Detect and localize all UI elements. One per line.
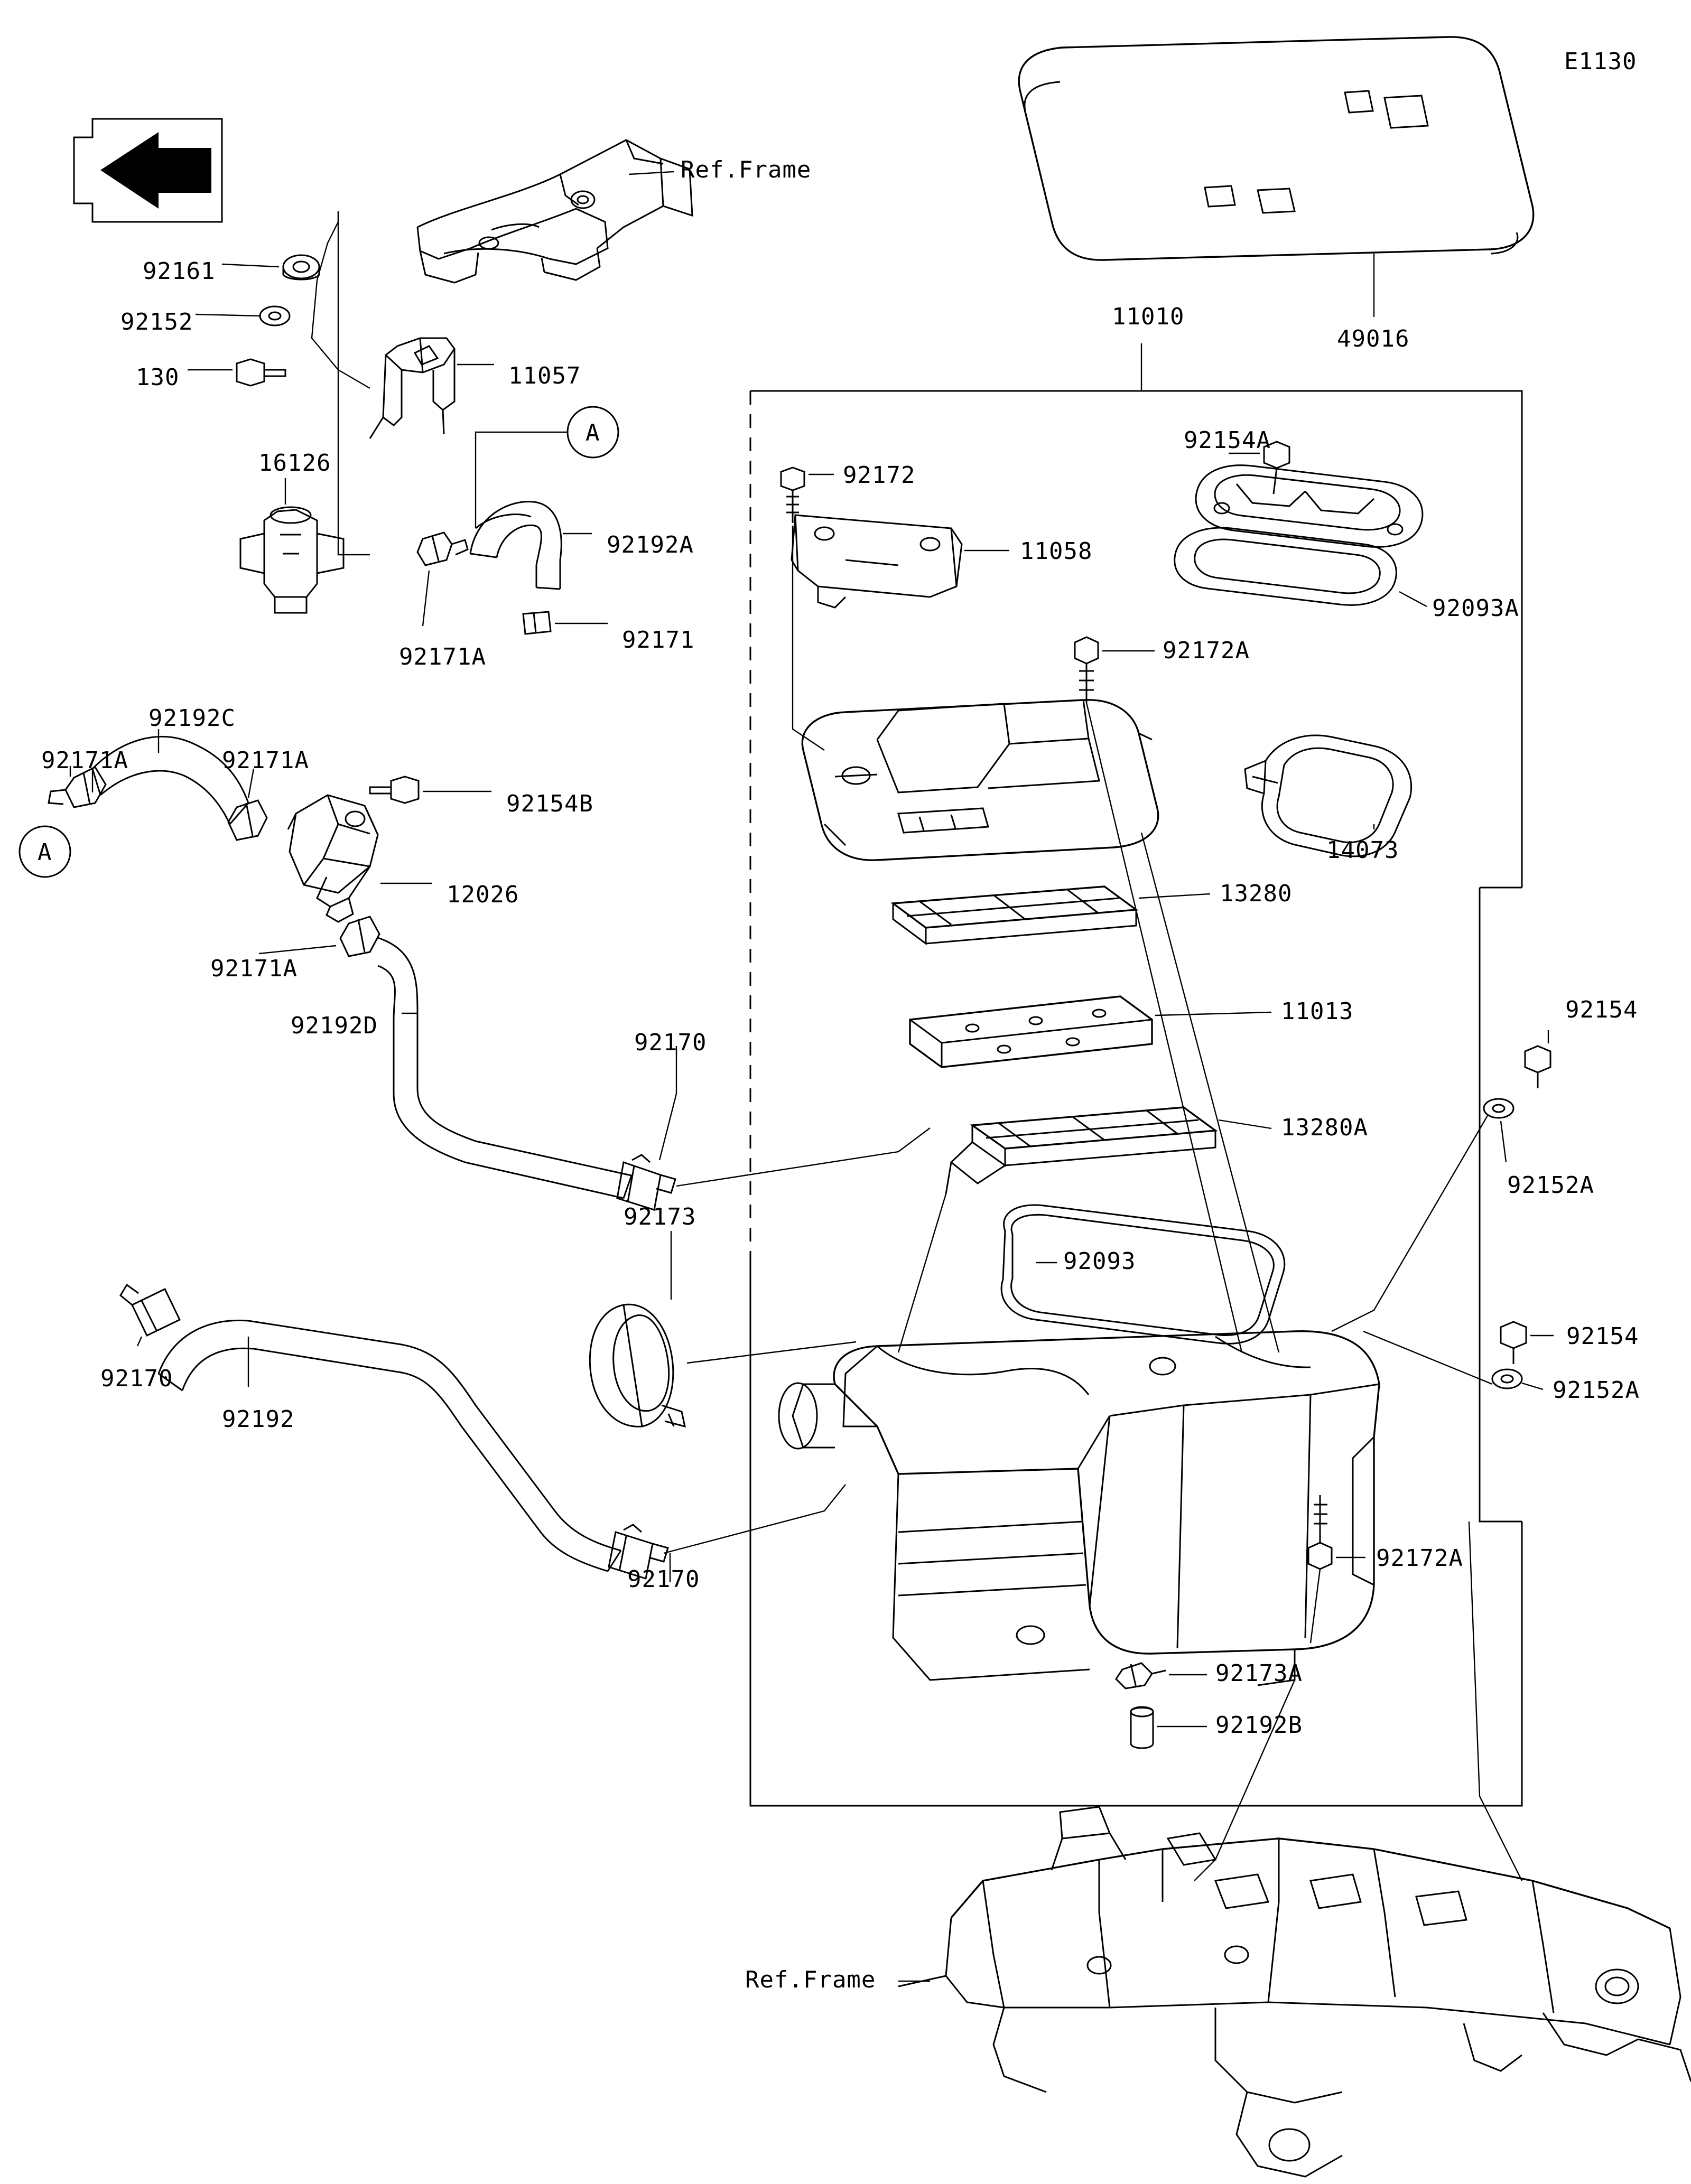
part-92192A-hose bbox=[470, 502, 561, 589]
leader-13280A bbox=[1219, 1120, 1271, 1128]
part-92172A-screw-1 bbox=[1075, 637, 1098, 703]
leader-92152A-1b bbox=[1332, 1115, 1488, 1331]
part-92152A-washer-2 bbox=[1492, 1369, 1522, 1388]
part-label-92152A-1: 92152A bbox=[1507, 1172, 1594, 1199]
part-label-49016: 49016 bbox=[1337, 325, 1410, 352]
part-label-16126: 16126 bbox=[258, 450, 331, 477]
part-92171-clamp bbox=[523, 612, 551, 634]
part-label-11058: 11058 bbox=[1020, 538, 1093, 565]
part-label-92170-2: 92170 bbox=[100, 1365, 173, 1392]
part-92172-screw bbox=[781, 468, 804, 523]
leader-92170-1b bbox=[676, 1128, 930, 1186]
part-92173-ring bbox=[590, 1304, 685, 1426]
leader-92171A-1 bbox=[423, 571, 429, 626]
leader-92170-2 bbox=[137, 1337, 142, 1346]
part-label-92171A-2: 92171A bbox=[41, 747, 128, 774]
part-11013-filter bbox=[910, 996, 1152, 1067]
leader-92152A-2b bbox=[1363, 1331, 1492, 1384]
part-label-92154B: 92154B bbox=[506, 790, 593, 817]
part-label-92192C: 92192C bbox=[148, 705, 236, 732]
diagram-code: E1130 bbox=[1564, 48, 1637, 75]
leader-long-3 bbox=[1311, 1569, 1320, 1643]
part-16126-valve bbox=[240, 507, 343, 613]
front-arrow-icon bbox=[74, 119, 222, 222]
part-label-12026: 12026 bbox=[447, 881, 519, 908]
part-label-92171A-3: 92171A bbox=[222, 747, 309, 774]
part-label-92173: 92173 bbox=[624, 1203, 696, 1230]
part-label-92154-1: 92154 bbox=[1565, 996, 1638, 1023]
leader-long-4 bbox=[898, 1194, 946, 1352]
part-12026-valve bbox=[288, 795, 378, 922]
leader-92093A bbox=[1399, 592, 1427, 606]
part-92154B-bolt bbox=[370, 777, 419, 803]
part-label-13280A: 13280A bbox=[1281, 1114, 1368, 1141]
ref-frame-bottom-part bbox=[898, 1807, 1691, 2177]
part-92172A-screw-2 bbox=[1308, 1495, 1332, 1569]
part-label-92192A: 92192A bbox=[607, 531, 694, 558]
part-label-11010: 11010 bbox=[1112, 303, 1185, 330]
leader-long-6 bbox=[1469, 1522, 1522, 1881]
part-92093-seal bbox=[1001, 1205, 1285, 1343]
leader-11013 bbox=[1155, 1012, 1271, 1015]
leader-hardware-stack bbox=[312, 211, 370, 388]
part-label-92171A-4: 92171A bbox=[210, 955, 298, 982]
part-11010-lower-body bbox=[779, 1331, 1379, 1685]
part-92152-washer bbox=[260, 306, 290, 325]
part-label-92154-2: 92154 bbox=[1566, 1323, 1639, 1350]
part-130-bolt bbox=[237, 359, 285, 386]
part-92170-clamp-1 bbox=[617, 1155, 675, 1210]
leader-long-2 bbox=[1141, 833, 1279, 1352]
part-label-92152: 92152 bbox=[120, 309, 193, 335]
leader-ref-frame-top bbox=[629, 172, 674, 174]
part-92171A-clamp-4 bbox=[340, 917, 379, 956]
part-label-92171A-1: 92171A bbox=[399, 643, 486, 670]
part-label-92161: 92161 bbox=[143, 258, 216, 285]
leader-16126-vert bbox=[338, 211, 370, 555]
leader-92152A-2 bbox=[1522, 1383, 1543, 1389]
part-11058-bracket bbox=[792, 515, 962, 608]
part-92192-hose bbox=[159, 1320, 621, 1571]
part-11010-top-cover bbox=[1196, 465, 1423, 547]
leader-92171A-4 bbox=[259, 946, 336, 954]
part-49016-cover bbox=[1019, 37, 1533, 260]
part-92170-clamp-2 bbox=[120, 1285, 180, 1336]
leader-13280 bbox=[1139, 894, 1210, 898]
part-label-13280: 13280 bbox=[1220, 880, 1293, 907]
part-label-92172A-2: 92172A bbox=[1376, 1545, 1463, 1572]
part-label-11057: 11057 bbox=[508, 362, 581, 389]
part-label-92093A: 92093A bbox=[1432, 595, 1519, 622]
part-92093A-gasket bbox=[1175, 528, 1397, 605]
callout-a-left-label: A bbox=[38, 839, 52, 866]
part-13280A-mesh bbox=[946, 1107, 1215, 1194]
part-label-92192: 92192 bbox=[222, 1406, 295, 1433]
part-92154-bolt-1 bbox=[1525, 1046, 1550, 1088]
ref-frame-top-part bbox=[417, 140, 692, 283]
part-13280-mesh bbox=[893, 886, 1136, 944]
part-92161-grommet bbox=[283, 255, 319, 279]
leader-92152A-1 bbox=[1501, 1121, 1506, 1162]
part-label-130: 130 bbox=[136, 364, 180, 391]
leader-92173b bbox=[687, 1342, 856, 1363]
part-label-11013: 11013 bbox=[1281, 998, 1354, 1025]
part-label-92173A: 92173A bbox=[1215, 1660, 1303, 1687]
part-label-92170-3: 92170 bbox=[627, 1566, 700, 1593]
callout-a-top-label: A bbox=[586, 419, 600, 446]
part-92171A-clamp-1 bbox=[417, 533, 468, 565]
leader-92161 bbox=[222, 264, 279, 267]
part-11057-bracket bbox=[370, 338, 454, 438]
part-92154-bolt-2 bbox=[1501, 1322, 1526, 1364]
part-label-92192B: 92192B bbox=[1215, 1712, 1303, 1739]
part-92192B-tube bbox=[1131, 1707, 1153, 1748]
part-label-92154A: 92154A bbox=[1184, 427, 1271, 454]
part-11010-group-frame bbox=[750, 391, 1522, 1806]
leader-92152 bbox=[196, 314, 261, 316]
part-label-14073: 14073 bbox=[1326, 837, 1399, 864]
part-92192D-hose bbox=[378, 938, 631, 1198]
part-92173A-clip bbox=[1116, 1663, 1166, 1688]
leader-92170-1 bbox=[659, 1046, 676, 1160]
part-label-92152A-2: 92152A bbox=[1553, 1377, 1640, 1404]
part-label-92093: 92093 bbox=[1063, 1248, 1136, 1275]
part-label-92170-1: 92170 bbox=[634, 1029, 707, 1056]
part-label-92192D: 92192D bbox=[291, 1012, 378, 1039]
part-label-92171: 92171 bbox=[622, 627, 695, 654]
part-label-92172A-1: 92172A bbox=[1163, 637, 1250, 664]
leader-92170-3b bbox=[664, 1485, 846, 1553]
part-label-92172: 92172 bbox=[843, 462, 916, 489]
ref-frame-bottom-label: Ref.Frame bbox=[745, 1966, 876, 1993]
ref-frame-top-label: Ref.Frame bbox=[681, 156, 812, 183]
